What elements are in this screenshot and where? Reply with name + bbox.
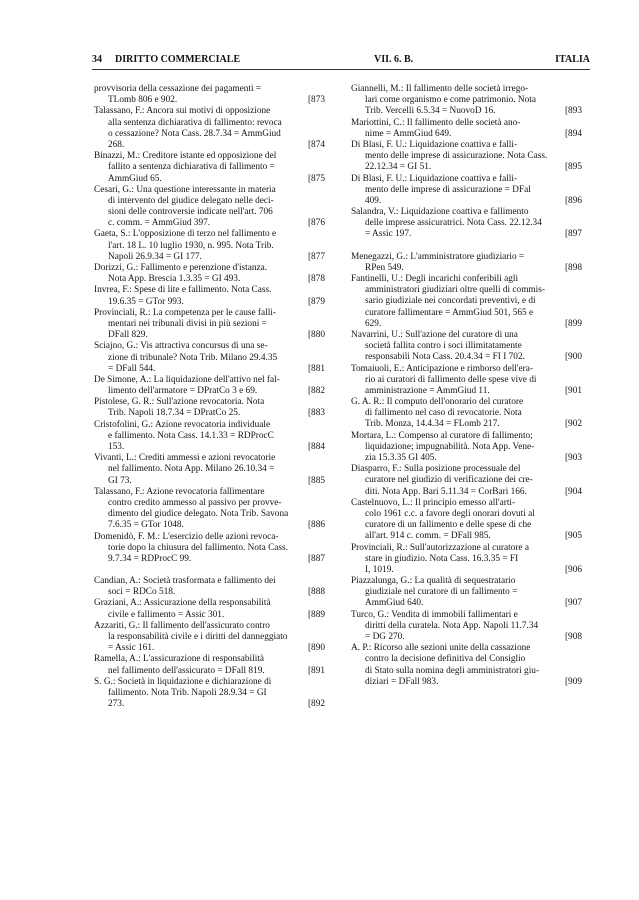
entry-line: Sciajno, G.: Vis attractiva concursus di una se-	[94, 341, 268, 352]
entry-line: rio ai curatori di fallimento delle spese vive di	[365, 374, 537, 385]
entry-number: [898	[564, 262, 582, 273]
entry-line: limento dell'armatore = DPratCo 3 e 69. [882	[108, 386, 325, 397]
entry-line: soci = RDCo 518. [888	[108, 587, 325, 598]
entry-number: [896	[564, 195, 582, 206]
entry-line: di Stato sulla nomina degli amministratori giu-	[365, 665, 540, 676]
entry-number: [873	[307, 95, 325, 106]
entry-line: curatore nel giudizio di verificazione dei cre-	[365, 475, 533, 486]
bibliography-entry	[351, 140, 582, 174]
entry-line: = DFall 544. [881	[108, 363, 325, 374]
entry-line: = Assic 197. [897	[365, 229, 582, 240]
entry-line: Tomaiuoli, E.: Anticipazione e rimborso dell'era-	[351, 363, 534, 374]
entry-line: diritti della curatela. Nota App. Napoli 11.7.34	[365, 620, 539, 631]
entry-line: Mariottini, C.: Il fallimento delle società ano-	[351, 117, 521, 128]
bibliography-entry	[351, 498, 582, 543]
entry-number: [881	[307, 363, 325, 374]
entry-number: [908	[564, 632, 582, 642]
entry-number: [909	[564, 676, 582, 687]
entry-line: c. comm. = AmmGiud 397. [876	[108, 218, 325, 229]
entry-number: [900	[564, 352, 582, 363]
entry-number: [884	[307, 442, 325, 452]
entry-line: colo 1961 c.c. a favore degli onorari dovuti al	[365, 508, 535, 519]
bibliography-entry	[94, 308, 325, 342]
bibliography-entry	[94, 84, 325, 106]
entry-line: responsabili Nota Cass. 20.4.34 = FI I 702. [900	[365, 352, 582, 363]
entry-number: [875	[307, 173, 325, 184]
entry-number: [878	[307, 274, 325, 285]
entry-number: [901	[564, 385, 582, 396]
entry-line: contro credito ammesso al passivo per provve-	[108, 497, 282, 508]
entry-line: Trib. Vercelli 6.5.34 = NuovoD 16. [893	[365, 106, 582, 117]
bibliography-entry	[351, 207, 582, 241]
entry-line: 22.12.34 = GI 51. [895	[365, 162, 582, 173]
bibliography-entry	[351, 330, 582, 364]
entry-line: amministrazione = AmmGiud 11. [901	[365, 385, 582, 396]
entry-line: DFall 829. [880	[108, 330, 325, 341]
header-rule	[92, 69, 590, 70]
entry-number: [886	[307, 520, 325, 531]
entry-line: Piazzalunga, G.: La qualità di sequestratario	[351, 576, 516, 587]
entry-line: I, 1019. [906	[365, 564, 582, 575]
entry-line: alla sentenza dichiarativa di fallimento: revoca	[108, 117, 282, 128]
entry-line: provvisoria della cessazione dei pagamenti =	[94, 84, 262, 94]
entry-line: Mortara, L.: Compenso al curatore di fallimento;	[351, 430, 533, 441]
entry-line: e fallimento. Nota Cass. 14.1.33 = RDProcC	[108, 430, 274, 441]
entry-line: GI 73. [885	[108, 475, 325, 486]
entry-line: Dorizzi, G.: Fallimento e perenzione d'istanza.	[94, 263, 268, 273]
page-header	[92, 54, 590, 68]
entry-number: [879	[307, 296, 325, 307]
bibliography-entry	[351, 643, 582, 688]
bibliography-entry	[94, 341, 325, 375]
entry-line: fallimento. Nota Trib. Napoli 28.9.34 = GI	[108, 687, 267, 698]
left-column	[94, 84, 325, 710]
entry-line: Pistolese, G. R.: Sull'azione revocatoria. Nota	[94, 397, 265, 408]
bibliography-entry	[351, 364, 582, 398]
bibliography-entry	[94, 677, 325, 711]
entry-line: dimento del giudice delegato. Nota Trib. Savona	[108, 509, 289, 520]
entry-line: = Assic 161. [890	[108, 643, 325, 654]
entry-line: A. P.: Ricorso alle sezioni unite della cassazione	[351, 643, 531, 654]
entry-number: [882	[307, 386, 325, 397]
entry-number: [874	[307, 139, 325, 150]
entry-line: Trib. Napoli 18.7.34 = DPratCo 25. [883	[108, 408, 325, 419]
entry-line: RPen 549. [898	[365, 262, 582, 273]
entry-line: amministratori giudiziari oltre quelli di commis-	[365, 285, 545, 296]
entry-line: G. A. R.: Il computo dell'onorario del curatore	[351, 397, 524, 408]
entry-line: AmmGiud 65. [875	[108, 173, 325, 184]
bibliography-entry	[94, 285, 325, 307]
entry-line: Nota App. Brescia 1.3.35 = GI 493. [878	[108, 274, 325, 285]
entry-line: nel fallimento. Nota App. Milano 26.10.34 =	[108, 464, 275, 475]
entry-line: TLomb 806 e 902. [873	[108, 95, 325, 106]
bibliography-entry	[94, 229, 325, 263]
bibliography-entry	[94, 397, 325, 419]
entry-line: Provinciali, R.: Sull'autorizzazione al curatore a	[351, 542, 529, 553]
entry-line: Fantinelli, U.: Degli incarichi conferibili agli	[351, 274, 519, 284]
bibliography-entry	[351, 397, 582, 431]
entry-line: Napoli 26.9.34 = GI 177. [877	[108, 251, 325, 262]
bibliography-entry	[351, 431, 582, 465]
entry-number: [895	[564, 162, 582, 173]
entry-line: AmmGiud 640. [907	[365, 598, 582, 609]
entry-line: Vivanti, L.: Crediti ammessi e azioni revocatorie	[94, 453, 276, 464]
entry-number: [877	[307, 251, 325, 262]
bibliography-entry	[94, 654, 325, 676]
entry-line: zione di tribunale? Nota Trib. Milano 29.4.35	[108, 352, 278, 363]
entry-line: Diasparro, F.: Sulla posizione processuale del	[351, 464, 521, 475]
entry-number: [897	[564, 229, 582, 240]
entry-line: o cessazione? Nota Cass. 28.7.34 = AmmGiud	[108, 128, 281, 139]
entry-line: Cristofolini, G.: Azione revocatoria individuale	[94, 419, 271, 430]
entry-line: Talassano, F.: Ancora sui motivi di opposizione	[94, 106, 271, 117]
bibliography-entry	[351, 576, 582, 610]
entry-number: [885	[307, 475, 325, 486]
entry-number: [887	[307, 553, 325, 564]
bibliography-entry	[94, 453, 325, 487]
entry-line: contro la decisione definitiva del Consiglio	[365, 654, 526, 665]
entry-number: [890	[307, 643, 325, 654]
entry-line: l'art. 18 L. 10 luglio 1930, n. 995. Nota Trib.	[108, 240, 274, 251]
entry-line: civile e fallimento = Assic 301. [889	[108, 609, 325, 620]
entry-line: 268. [874	[108, 139, 325, 150]
entry-line: curatore di un fallimento e delle spese di che	[365, 520, 532, 531]
entry-line: giudiziale nel curatore di un fallimento =	[365, 587, 518, 598]
bibliography-entry	[94, 263, 325, 285]
entry-number: [888	[307, 587, 325, 598]
entry-line: liquidazione; impugnabilità. Nota App. Vene-	[365, 441, 535, 452]
bibliography-entry	[94, 375, 325, 397]
entry-line: zia 15.3.35 GI 405. [903	[365, 453, 582, 463]
entry-line: stare in giudizio. Nota Cass. 16.3.35 = FI	[365, 553, 519, 564]
entry-number: [880	[307, 330, 325, 341]
entry-line: 9.7.34 = RDProcC 99. [887	[108, 553, 325, 564]
entry-line: società fallita contro i soci illimitatamente	[365, 341, 522, 352]
entry-line: Castelnuovo, L.: Il principio emesso all'arti-	[351, 497, 516, 508]
bibliography-entry	[351, 84, 582, 118]
bibliography-entry	[94, 420, 325, 454]
entry-number: [903	[564, 453, 582, 463]
entry-line: Gaeta, S.: L'opposizione di terzo nel fallimento e	[94, 229, 277, 240]
bibliography-entry	[94, 106, 325, 151]
entry-line: Menegazzi, G.: L'amministratore giudiziario =	[351, 251, 525, 262]
entry-line: 629. [899	[365, 318, 582, 329]
entry-line: la responsabilità civile e i diritti del danneggiato	[108, 632, 288, 642]
entry-line: 19.6.35 = GTor 993. [879	[108, 296, 325, 307]
entry-line: di fallimento nel caso di revocatorie. Nota	[365, 408, 522, 419]
entry-line: lari come organismo e come patrimonio. Nota	[365, 95, 536, 106]
bibliography-entry	[351, 543, 582, 577]
bibliography-entry	[94, 598, 325, 620]
entry-line: S. G.: Società in liquidazione e dichiarazione di	[94, 676, 272, 687]
section-gap	[94, 565, 325, 576]
entry-number: [883	[307, 408, 325, 419]
bibliography-entry	[351, 274, 582, 330]
entry-line: mento delle imprese di assicurazione = DFal	[365, 184, 531, 195]
entry-line: nime = AmmGiud 649. [894	[365, 128, 582, 139]
entry-line: Domenidò, F. M.: L'esercizio delle azioni revoca-	[94, 531, 279, 542]
entry-number: [892	[307, 699, 325, 710]
entry-line: diziari = DFall 983. [909	[365, 676, 582, 687]
entry-line: Navarrini, U.: Sull'azione del curatore di una	[351, 329, 518, 340]
entry-number: [893	[564, 106, 582, 117]
entry-line: fallito a sentenza dichiarativa di fallimento =	[108, 162, 275, 173]
page-number: 34	[92, 54, 102, 65]
entry-line: Binazzi, M.: Creditore istante ed opposizione del	[94, 151, 277, 162]
entry-number: [876	[307, 218, 325, 229]
entry-number: [902	[564, 419, 582, 430]
entry-number: [889	[307, 609, 325, 620]
entry-number: [904	[564, 486, 582, 497]
entry-line: sioni delle controversie indicate nell'art. 706	[108, 207, 273, 218]
bibliography-entry	[351, 118, 582, 140]
entry-line: De Simone, A.: La liquidazione dell'attivo nel fal-	[94, 374, 280, 385]
entry-line: nel fallimento dell'assicurato = DFall 819. [891	[108, 665, 325, 676]
bibliography-entry	[351, 610, 582, 644]
entry-line: = DG 270. [908	[365, 632, 582, 642]
entry-line: Candian, A.: Società trasformata e fallimento dei	[94, 576, 276, 587]
entry-number: [906	[564, 564, 582, 575]
entry-line: 273. [892	[108, 699, 325, 710]
section-gap	[351, 241, 582, 252]
entry-line: sario giudiziale nei concordati preventivi, e di	[365, 296, 536, 307]
entry-line: Turco, G.: Vendita di immobili fallimentari e	[351, 609, 518, 620]
entry-number: [894	[564, 128, 582, 139]
entry-line: Di Blasi, F. U.: Liquidazione coattiva e falli-	[351, 173, 518, 184]
entry-line: 409. [896	[365, 195, 582, 206]
country-label: ITALIA	[555, 54, 590, 65]
bibliography-entry	[94, 151, 325, 185]
entry-line: Talassano, F.: Azione revocatoria fallimentare	[94, 486, 265, 497]
bibliography-entry	[351, 464, 582, 498]
entry-line: diti. Nota App. Bari 5.11.34 = CorBari 166. [904	[365, 486, 582, 497]
entry-line: mentari nei tribunali divisi in più sezioni =	[108, 318, 267, 329]
bibliography-entry	[94, 185, 325, 230]
entry-line: 153. [884	[108, 442, 325, 452]
entry-line: di intervento del giudice delegato nelle deci-	[108, 195, 274, 206]
right-column	[351, 84, 582, 688]
entry-line: Di Blasi, F. U.: Liquidazione coattiva e falli-	[351, 139, 518, 150]
entry-line: Ramella, A.: L'assicurazione di responsabilità	[94, 654, 265, 665]
entry-line: mento delle imprese di assicurazione. Nota Cass.	[365, 151, 548, 162]
entry-number: [891	[307, 665, 325, 676]
bibliography-entry	[351, 252, 582, 274]
section-reference: VII. 6. B.	[374, 54, 414, 65]
entry-line: delle imprese assicuratrici. Nota Cass. 22.12.34	[365, 218, 542, 229]
entry-line: Cesari, G.: Una questione interessante in materia	[94, 184, 276, 195]
entry-line: all'art. 914 c. comm. = DFall 985. [905	[365, 531, 582, 542]
entry-line: 7.6.35 = GTor 1048. [886	[108, 520, 325, 531]
bibliography-entry	[351, 174, 582, 208]
entry-number: [907	[564, 598, 582, 609]
entry-number: [905	[564, 531, 582, 542]
entry-line: curatore fallimentare = AmmGiud 501, 565 e	[365, 307, 534, 318]
entry-line: Graziani, A.: Assicurazione della responsabilità	[94, 598, 271, 609]
bibliography-entry	[94, 532, 325, 566]
bibliography-entry	[94, 487, 325, 532]
entry-line: Trib. Monza, 14.4.34 = FLomb 217. [902	[365, 419, 582, 430]
entry-line: Provinciali, R.: La competenza per le cause falli-	[94, 307, 276, 318]
entry-number: [899	[564, 318, 582, 329]
entry-line: Azzariti, G.: Il fallimento dell'assicurato contro	[94, 620, 270, 631]
entry-line: torie dopo la chiusura del fallimento. Nota Cass.	[108, 542, 288, 553]
running-title: DIRITTO COMMERCIALE	[115, 54, 241, 65]
bibliography-entry	[94, 576, 325, 598]
entry-line: Giannelli, M.: Il fallimento delle società irrego-	[351, 84, 529, 94]
entry-line: Invrea, F.: Spese di lite e fallimento. Nota Cass.	[94, 285, 272, 296]
bibliography-entry	[94, 621, 325, 655]
entry-line: Salandra, V.: Liquidazione coattiva e fallimento	[351, 207, 529, 218]
